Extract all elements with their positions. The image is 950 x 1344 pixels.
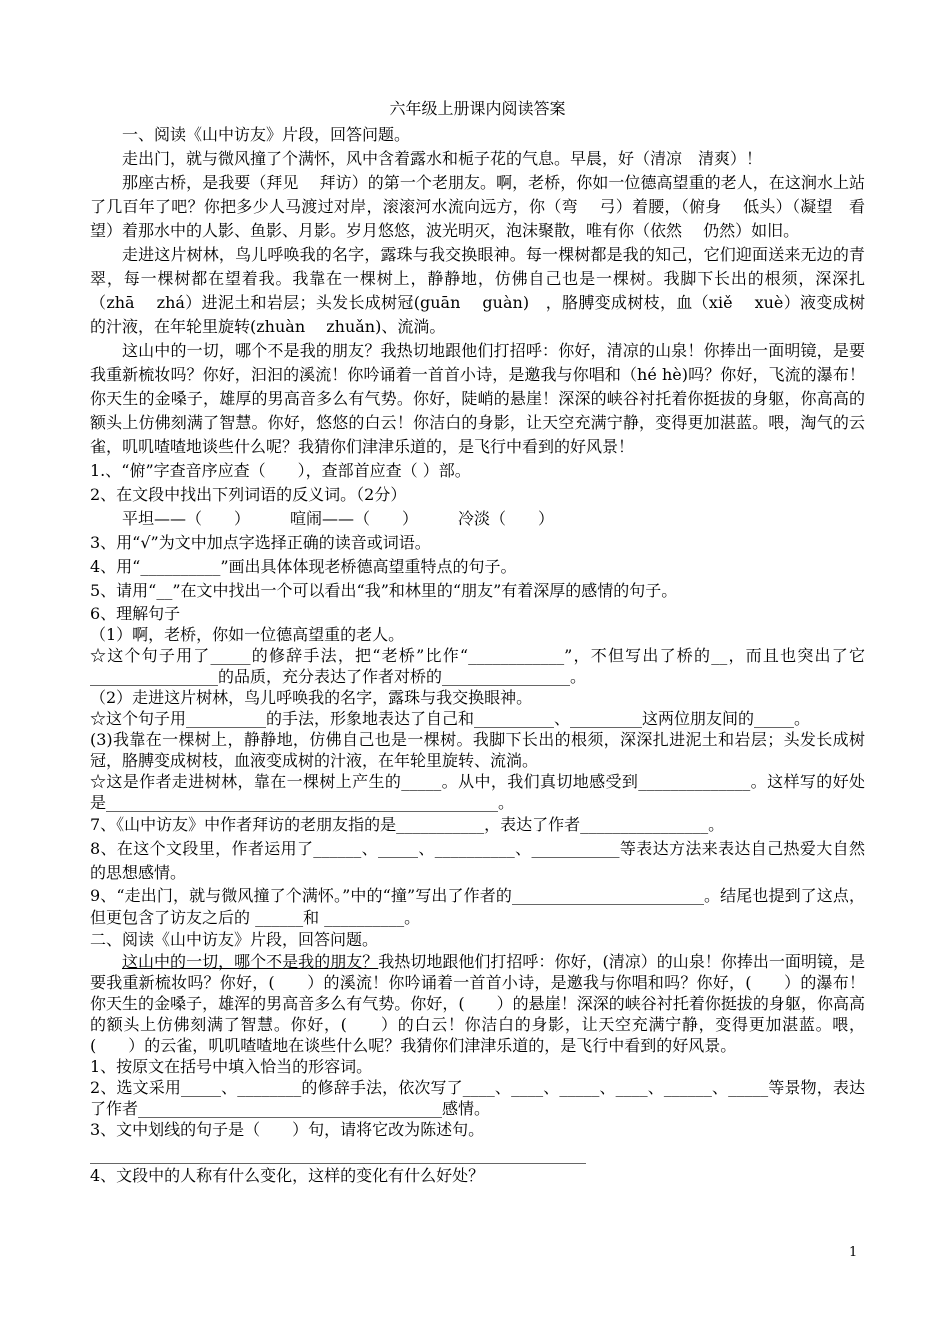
question-7: 7、《山中访友》中作者拜访的老朋友指的是___________，表达了作者________________。 (90, 815, 725, 834)
section2-questions (90, 1056, 865, 1186)
s2-question-1: 1、按原文在括号中填入恰当的形容词。 (90, 1057, 373, 1076)
question-5: 5、请用“__”在文中找出一个可以看出“我”和林里的“朋友”有着深厚的感情的句子。 (90, 581, 678, 600)
s2-question-2: 2、选文采用_____、________的修辞手法，依次写了____、____、_____、____、______、_____等景物，表达了作者______________________________________感情。 (90, 1078, 865, 1118)
passage-paragraph: 走进这片树林，鸟儿呼唤我的名字，露珠与我交换眼神。每一棵树都是我的知己，它们迎面送来无边的青翠，每一棵树都在望着我。我靠在一棵树上，静静地，仿佛自己也是一棵树。我脚下长出的根须，深深扎（zhā zhá）进泥土和岩层；头发长成树冠(guān guàn) ，胳膊变成树枝，血（xiě xuè）液变成树的汁液，在年轮里旋转(zhuàn zhuǎn)、流淌。 (90, 245, 865, 336)
q6-sentence-2: （2）走进这片树林，鸟儿呼唤我的名字，露珠与我交换眼神。 (90, 688, 533, 707)
question-8: 8、在这个文段里，作者运用了______、_____、__________、___________等表达方法来表达自己热爱大自然的思想感情。 (90, 839, 865, 882)
document-title: 六年级上册课内阅读答案 (389, 99, 566, 118)
question-6: 6、理解句子 (90, 604, 181, 623)
question-3: 3、用“√”为文中加点字选择正确的读音或词语。 (90, 533, 431, 552)
page-number: 1 (849, 1245, 858, 1260)
q6-sentence-3: (3)我靠在一棵树上，静静地，仿佛自己也是一棵树。我脚下长出的根须，深深扎进泥土和岩层；头发长成树冠，胳膊变成树枝，血液变成树的汁液，在年轮里旋转、流淌。 (90, 730, 865, 770)
passage-paragraph: 那座古桥，是我要（拜见 拜访）的第一个老朋友。啊，老桥，你如一位德高望重的老人，在这涧水上站了几百年了吧？你把多少人马渡过对岸，滚滚河水流向远方，你（弯 弓）着腰，（俯身 低头）（凝望 看望）着那水中的人影、鱼影、月影。岁月悠悠，波光明灭，泡沫聚散，唯有你（依然 仍然）如旧。 (90, 173, 865, 240)
q6-prompt-2: ☆这个句子用__________的手法，形象地表达了自己和__________、_________这两位朋友间的_____。 (90, 709, 811, 728)
passage-paragraph: 走出门，就与微风撞了个满怀，风中含着露水和栀子花的气息。早晨，好（清凉 清爽）！ (122, 149, 763, 168)
antonym-blanks: 平坦——（ ） 喧闹——（ ） 冷淡（ ） (122, 509, 555, 528)
s2-question-4: 4、文段中的人称有什么变化，这样的变化有什么好处？ (90, 1166, 485, 1185)
passage-paragraph: 这山中的一切，哪个不是我的朋友？我热切地跟他们打招呼：你好，清凉的山泉！你捧出一面明镜，是要我重新梳妆吗？你好，汩汩的溪流！你吟诵着一首首小诗，是邀我与你唱和（hé hè)吗？你好，飞流的瀑布！你天生的金嗓子，雄厚的男高音多么有气势。你好，陡峭的悬崖！深深的峡谷衬托着你挺拔的身躯，你高高的额头上仿佛刻满了智慧。你好，悠悠的白云！你洁白的身影，让天空充满宁静，变得更加湛蓝。喂，淘气的云雀，叽叽喳喳地谈些什么呢？我猜你们津津乐道的，是飞行中看到的好风景！ (90, 341, 865, 456)
q6-sentence-1: （1）啊，老桥，你如一位德高望重的老人。 (90, 625, 405, 644)
q6-prompt-3: ☆这是作者走进树林，靠在一棵树上产生的_____。从中，我们真切地感受到______________。这样写的好处是_________________________________________________。 (90, 772, 865, 812)
s2-question-3: 3、文中划线的句子是（ ）句，请将它改为陈述句。 (90, 1120, 485, 1139)
question-1: 1.、“俯”字查音序应查（ ），查部首应查（ ）部。 (90, 461, 471, 480)
section2-passage-rest: 我热切地跟他们打招呼：你好，(清凉）的山泉！你捧出一面明镜，是要我重新梳妆吗？你好，( ）的溪流！你吟诵着一首首小诗，是邀我与你唱和吗？你好，( ）的瀑布！你天生的金嗓子，雄浑的男高音多么有气势。你好，( ）的悬崖！深深的峡谷衬托着你挺拔的身躯，你高高的额头上仿佛刻满了智慧。你好，( ）的白云！你洁白的身影，让天空充满宁静，变得更加湛蓝。喂，( ）的云雀，叽叽喳喳地在谈些什么呢？我猜你们津津乐道的，是飞行中看到的好风景。 (90, 952, 865, 1055)
q6-prompt-1: ☆这个句子用了_____的修辞手法，把“老桥”比作“____________”，不但写出了桥的__，而且也突出了它________________的品质，充分表达了作者对桥的________________。 (90, 646, 865, 686)
section1-heading: 一、阅读《山中访友》片段，回答问题。 (122, 125, 411, 144)
question-6-items (90, 624, 865, 813)
underlined-sentence: 这山中的一切，哪个不是我的朋友？ (122, 952, 379, 971)
answer-line: ______________________________________________________________ (90, 1145, 586, 1164)
question-2: 2、在文段中找出下列词语的反义词。（2分） (90, 485, 407, 504)
section2-heading: 二、阅读《山中访友》片段，回答问题。 (90, 930, 379, 949)
question-9: 9、“走出门，就与微风撞了个满怀。”中的“撞”写出了作者的________________________。结尾也提到了这点，但更包含了访友之后的 ______和 __________。 (90, 886, 865, 927)
document-page (90, 98, 865, 1186)
section2-passage (90, 951, 865, 1056)
question-4: 4、用“__________”画出具体体现老桥德高望重特点的句子。 (90, 557, 517, 576)
